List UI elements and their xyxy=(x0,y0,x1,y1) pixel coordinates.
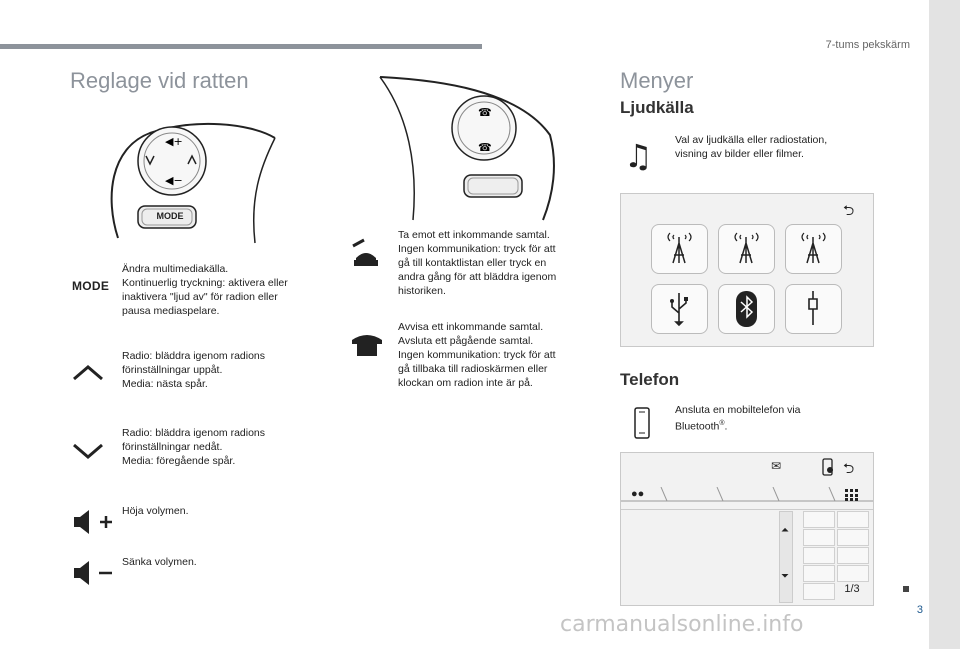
source-tile-radio-1[interactable] xyxy=(651,224,708,274)
page-indicator[interactable]: 1/3 xyxy=(844,583,860,595)
chevron-up-icon xyxy=(72,364,104,382)
back-icon[interactable]: ⮌ xyxy=(843,203,855,219)
phone-answer-icon: ☎ xyxy=(478,106,492,119)
section-title-reglage: Reglage vid ratten xyxy=(70,68,249,93)
volume-down-icon: ◀− xyxy=(165,174,183,187)
source-tile-radio-3[interactable] xyxy=(785,224,842,274)
phone-answer-icon xyxy=(350,238,382,268)
grid-cell[interactable] xyxy=(803,583,835,600)
down-description: Radio: bläddra igenom radions förinställningar nedåt. Media: föregående spår. xyxy=(122,427,266,467)
answer-description: Ta emot ett inkommande samtal. Ingen kommunikation: tryck för att gå till kontaktlistan eller tryck en andra gång för att bläddra igenom historiken. xyxy=(398,229,557,297)
music-note-icon: ♫ xyxy=(624,137,653,175)
phone-settings-icon[interactable] xyxy=(821,458,835,476)
reject-description: Avvisa ett inkommande samtal. Avsluta ett pågående samtal. Ingen kommunikation: tryck för att gå tillbaka till radioskärmen eller klockan om radion inte är på. xyxy=(398,321,556,389)
grid-cell[interactable] xyxy=(803,529,835,546)
radio-antenna-icon xyxy=(652,225,707,273)
section-title-menyer: Menyer xyxy=(620,68,694,93)
phone-tab-bar xyxy=(621,487,873,503)
source-tile-aux[interactable] xyxy=(785,284,842,334)
aux-jack-icon xyxy=(786,285,841,333)
subsection-title-ljudkalla: Ljudkälla xyxy=(620,98,694,117)
mode-description: Ändra multimediakälla. Kontinuerlig tryckning: aktivera eller inaktivera "ljud av" för radion eller pausa mediaspelare. xyxy=(122,263,288,317)
volume-up-icon: ◀+ xyxy=(165,135,183,148)
phone-hangup-icon xyxy=(350,332,384,358)
phone-hangup-icon: ☎ xyxy=(478,141,492,154)
grid-cell[interactable] xyxy=(837,529,869,546)
steering-wheel-right-illustration xyxy=(378,75,558,225)
grid-cell[interactable] xyxy=(837,565,869,582)
grid-cell[interactable] xyxy=(803,511,835,528)
mobile-phone-icon xyxy=(633,406,651,440)
source-tile-bluetooth[interactable] xyxy=(718,284,775,334)
watermark: carmanualsonline.info xyxy=(560,612,804,637)
keypad-icon[interactable] xyxy=(845,489,859,501)
ljudkalla-description: Val av ljudkälla eller radiostation, visning av bilder eller filmer. xyxy=(675,134,828,160)
grid-cell[interactable] xyxy=(803,547,835,564)
usb-icon xyxy=(652,285,707,333)
grid-cell[interactable] xyxy=(837,511,869,528)
message-icon[interactable]: ✉ xyxy=(771,459,782,473)
scroll-up-icon[interactable]: ⏶ xyxy=(781,525,789,536)
back-icon[interactable]: ⮌ xyxy=(843,461,855,477)
grid-cell[interactable] xyxy=(837,547,869,564)
subsection-title-telefon: Telefon xyxy=(620,370,680,389)
source-screen xyxy=(620,193,874,347)
steering-wheel-left-illustration xyxy=(100,118,280,248)
telefon-description: Ansluta en mobiltelefon via Bluetooth®. xyxy=(675,404,801,433)
page-mark xyxy=(903,586,909,592)
grid-cell[interactable] xyxy=(803,565,835,582)
scroll-down-icon[interactable]: ⏷ xyxy=(781,571,789,582)
radio-antenna-icon xyxy=(786,225,841,273)
header-bar xyxy=(0,44,482,49)
radio-antenna-icon xyxy=(719,225,774,273)
source-tile-radio-2[interactable] xyxy=(718,224,775,274)
vol-up-description: Höja volymen. xyxy=(122,505,189,517)
wheel-mode-button-label: MODE xyxy=(156,211,184,221)
mode-label: MODE xyxy=(72,279,110,293)
phone-screen xyxy=(620,452,874,606)
side-strip xyxy=(929,0,960,649)
chevron-down-icon xyxy=(72,442,104,460)
header-title: 7-tums pekskärm xyxy=(825,39,910,51)
volume-up-icon xyxy=(72,508,114,536)
page-number: 3 xyxy=(916,604,923,616)
volume-down-icon xyxy=(72,559,114,587)
up-description: Radio: bläddra igenom radions förinställningar uppåt. Media: nästa spår. xyxy=(122,350,266,390)
bluetooth-icon xyxy=(719,285,774,333)
vol-down-description: Sänka volymen. xyxy=(122,556,197,568)
contacts-icon[interactable]: ●● xyxy=(631,488,645,500)
source-tile-usb[interactable] xyxy=(651,284,708,334)
